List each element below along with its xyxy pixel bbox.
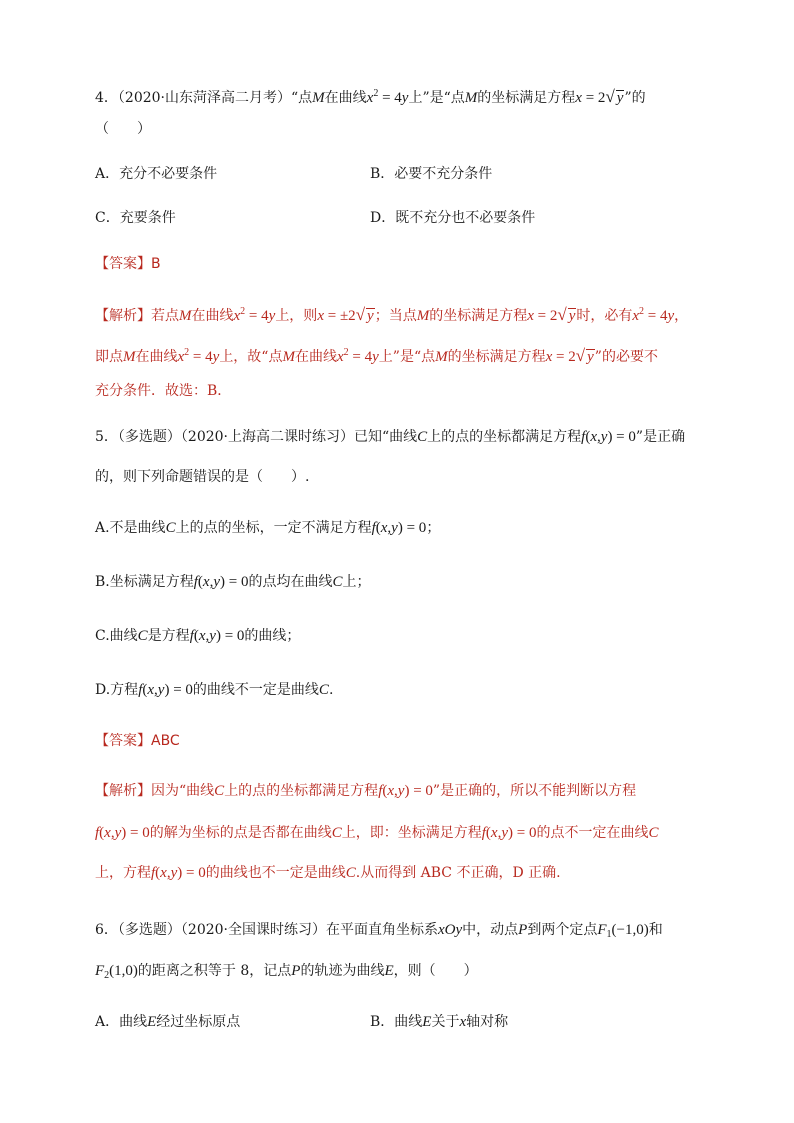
q5-explanation-line3: 上，方程f(x,y) = 0的曲线也不一定是曲线C.从而得到 ABC 不正确，D 正确.	[95, 865, 561, 881]
q4-option-d: D．既不充分也不必要条件	[370, 210, 536, 226]
q5-option-a: A.不是曲线C上的点的坐标，一定不满足方程f(x,y) = 0；	[95, 520, 441, 536]
q5-option-d: D.方程f(x,y) = 0的曲线不一定是曲线C.	[95, 682, 334, 698]
q5-stem-line1: 5．（多选题）（2020·上海高二课时练习）已知“曲线C上的点的坐标都满足方程f(x,y) = 0”是正确	[95, 429, 686, 445]
q4-option-b: B．必要不充分条件	[370, 166, 493, 182]
q4-option-a: A．充分不必要条件	[95, 166, 218, 182]
q6-stem-line1: 6．（多选题）（2020·全国课时练习）在平面直角坐标系xOy中，动点P到两个定点$F_1(-1,0)$和	[95, 922, 663, 940]
q4-explanation-line3: 充分条件．故选：B．	[95, 383, 232, 399]
q4-explanation-line2: 即点M在曲线$x^2 = 4y$上，故“点M在曲线$x^2 = 4y$上”是“点M的坐标满足方程x = 2√ y”的必要不	[95, 346, 658, 365]
q4-stem-line2: （ ）	[95, 121, 151, 137]
q4-stem-line1: 4．（2020·山东菏泽高二月考）“点M在曲线$x^2 = 4y$上”是“点M的坐标满足方程x = 2√ y”的	[95, 87, 646, 106]
q4-option-c: C．充要条件	[95, 210, 176, 226]
math-x-eq-2sqrty: x = 2√ y	[575, 87, 624, 106]
q4-answer: 【答案】B	[95, 256, 161, 272]
q5-stem-line2: 的，则下列命题错误的是（ ）.	[95, 469, 310, 485]
math-M: M	[312, 90, 325, 106]
q6-stem-line2: $F_2(1,0)$的距离之积等于 8，记点P的轨迹为曲线E，则（ ）	[95, 963, 478, 981]
math-M: M	[464, 90, 478, 106]
q5-option-c: C.曲线C是方程f(x,y) = 0的曲线；	[95, 628, 301, 644]
q5-option-b: B.坐标满足方程f(x,y) = 0的点均在曲线C上；	[95, 574, 371, 590]
math-x2-eq-4y: $x^2 = 4y$	[366, 88, 409, 106]
q5-explanation-line2: f(x,y) = 0的解为坐标的点是否都在曲线C上，即：坐标满足方程f(x,y) = 0的点不一定在曲线C	[95, 825, 659, 841]
q6-option-a: A．曲线E经过坐标原点	[95, 1014, 241, 1030]
q5-answer: 【答案】ABC	[95, 733, 180, 749]
q6-option-b: B．曲线E关于x轴对称	[370, 1014, 509, 1030]
q4-explanation-line1: 【解析】若点M在曲线$x^2 = 4y$上，则x = ±2√ y；当点M的坐标满足方程x = 2√ y时，必有$x^2 = 4y$，	[95, 305, 689, 324]
q5-explanation-line1: 【解析】因为“曲线C上的点的坐标都满足方程f(x,y) = 0”是正确的，所以不能判断以方程	[95, 783, 637, 799]
